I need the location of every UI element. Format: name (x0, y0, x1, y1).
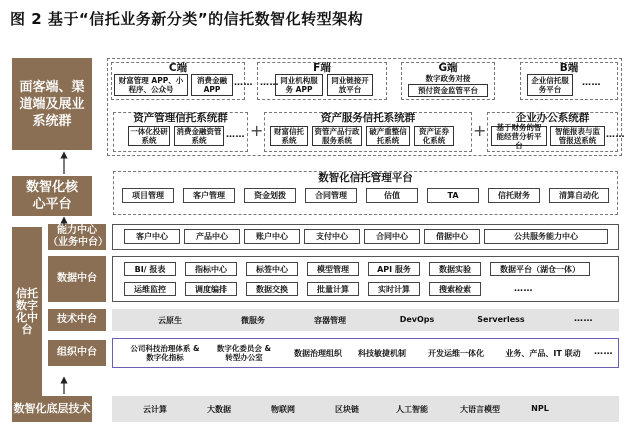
tech-middle-item: Serverless (477, 315, 525, 324)
asset-mgmt-dots: …… (226, 130, 245, 140)
org-middle-item: 开发运维一体化 (428, 349, 484, 358)
core-platform-item: 资金划拨 (244, 188, 296, 203)
asset-service-item: 破产重整信托系统 (366, 126, 410, 146)
tech-middle-item: 云原生 (158, 316, 182, 325)
asset-mgmt-item: 一体化投研系统 (128, 126, 170, 146)
capability-item: 支付中心 (304, 229, 360, 244)
g-end-title: G端 (438, 62, 458, 74)
core-platform-item: 估值 (366, 188, 418, 203)
data-middle-item: 运维监控 (124, 282, 176, 296)
plus-sign: + (473, 121, 487, 140)
core-platform-item: 合同管理 (305, 188, 357, 203)
capability-item: 客户中心 (124, 229, 180, 244)
c-end-item: 财富管理 APP、小程序、公众号 (114, 74, 188, 96)
core-platform-item: 信托财务 (488, 188, 540, 203)
enterprise-office-title: 企业办公系统群 (515, 112, 590, 124)
base-tech-label: 数智化底层技术 (12, 396, 92, 422)
capability-item: 公共服务能力中心 (484, 229, 608, 244)
org-middle-dots: …… (594, 347, 613, 357)
asset-service-item: 财富信托系统 (270, 126, 308, 146)
tech-middle-dots: …… (574, 314, 593, 324)
asset-mgmt-item: 消费金融资管系统 (174, 126, 224, 146)
asset-service-title: 资产服务信托系统群 (320, 112, 416, 124)
org-middle-item: 数据治理组织 (294, 349, 342, 358)
org-middle-item: 业务、产品、IT 联动 (505, 349, 581, 358)
base-tech-item: 大语言模型 (460, 405, 500, 414)
data-middle-item: BI/ 报表 (124, 262, 176, 276)
f-end-item: 同业链接开放平台 (327, 74, 373, 96)
data-middle-item: 数据交换 (246, 282, 298, 296)
data-middle-item: 模型管理 (307, 262, 359, 276)
figure-title: 图 2 基于“信托业务新分类”的信托数智化转型架构 (10, 10, 364, 28)
data-middle-item: 标签中心 (246, 262, 298, 276)
data-middle-item: 指标中心 (185, 262, 237, 276)
asset-service-item: 资管产品行政服务系统 (312, 126, 362, 146)
tech-middle-label: 技术中台 (48, 309, 106, 331)
data-middle-item: 数据平台（湖仓一体） (490, 262, 590, 276)
data-middle-item: 数据实验 (429, 262, 481, 276)
capability-item: 借据中心 (424, 229, 480, 244)
data-middle-item: 实时计算 (368, 282, 420, 296)
data-middle-item: API 服务 (368, 262, 420, 276)
core-platform-item: 客户管理 (183, 188, 235, 203)
org-middle-item: 公司科技治理体系 & 数字化指标 (130, 344, 200, 362)
base-tech-item: 物联网 (271, 405, 295, 414)
middle-platform-label: 信托数字化中台 (12, 227, 42, 397)
core-platform-title: 数智化信托管理平台 (318, 172, 413, 184)
c-end-item: 消费金融 APP (191, 74, 233, 96)
org-middle-label: 组织中台 (48, 340, 106, 366)
f-end-item: 同业机构服务 APP (275, 74, 323, 96)
enterprise-office-dots: …… (606, 130, 625, 140)
data-middle-dots: …… (514, 284, 533, 294)
core-platform-item: 清算自动化 (549, 188, 609, 203)
g-end-item: 数字政务对接 (425, 74, 471, 83)
c-end-title: C端 (168, 62, 188, 74)
tech-middle-item: 容器管理 (314, 316, 346, 325)
base-tech-item: 大数据 (207, 405, 231, 414)
enterprise-office-item: 基于财务的智能经营分析平台 (491, 126, 547, 146)
base-tech-item: 云计算 (143, 405, 167, 414)
g-end-item: 预付资金监管平台 (408, 84, 488, 97)
f-end-title: F端 (313, 62, 331, 74)
asset-service-item: 资产证券化系统 (414, 126, 454, 146)
core-platform-item: 项目管理 (122, 188, 174, 203)
capability-center-label: 能力中心（业务中台） (48, 225, 108, 248)
tech-middle-item: DevOps (399, 315, 435, 324)
b-end-item: 企业信托服务平台 (527, 74, 573, 96)
c-end-dots: …… (234, 78, 253, 88)
org-middle-item: 数字化委员会 & 转型办公室 (216, 344, 272, 362)
data-middle-item: 调度编排 (185, 282, 237, 296)
core-platform-item: TA (427, 188, 479, 203)
asset-mgmt-title: 资产管理信托系统群 (133, 112, 228, 124)
data-middle-label: 数据中台 (48, 256, 106, 302)
capability-item: 合同中心 (364, 229, 420, 244)
customer-end-label: 面客端、渠道端及展业系统群 (12, 58, 92, 150)
base-tech-item: 区块链 (335, 405, 359, 414)
f-end-dots: …… (260, 78, 279, 88)
org-middle-item: 科技敏捷机制 (358, 349, 406, 358)
capability-item: 产品中心 (184, 229, 240, 244)
capability-item: 账户中心 (244, 229, 300, 244)
b-end-title: B端 (559, 62, 579, 74)
base-tech-item: NPL (531, 404, 549, 413)
enterprise-office-item: 智能报表与监管报送系统 (550, 126, 605, 146)
tech-middle-item: 微服务 (241, 316, 265, 325)
data-middle-item: 搜索检索 (429, 282, 481, 296)
b-end-dots: …… (582, 78, 601, 88)
plus-sign: + (250, 121, 264, 140)
data-middle-item: 批量计算 (307, 282, 359, 296)
core-platform-label: 数智化核心平台 (12, 176, 92, 216)
base-tech-item: 人工智能 (396, 405, 428, 414)
